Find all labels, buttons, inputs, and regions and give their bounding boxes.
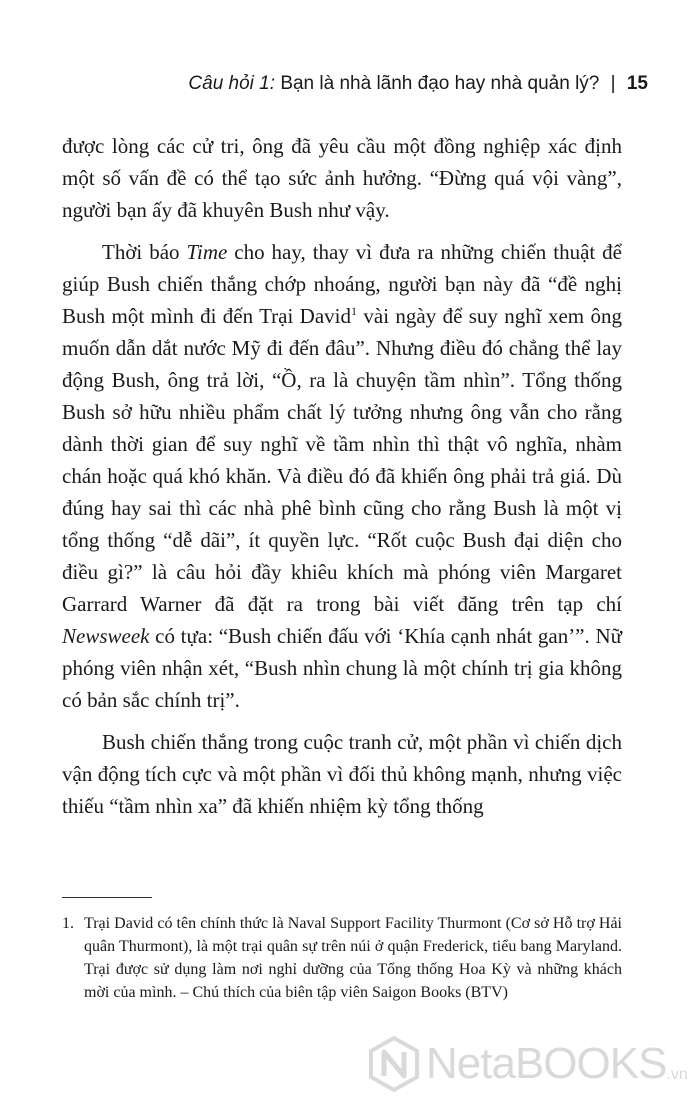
paragraph-3: Bush chiến thắng trong cuộc tranh cử, một phần vì chiến dịch vận động tích cực và một phần vì đối thủ không mạnh, nhưng việc thiếu “tầm nhìn xa” đã khiến nhiệm kỳ tổng thống bbox=[62, 730, 622, 818]
footnote-divider bbox=[62, 897, 152, 898]
paragraph-2-part-a: Thời báo bbox=[102, 240, 187, 264]
footnote-number: 1. bbox=[62, 915, 74, 932]
paragraph-2-part-c: vài ngày để suy nghĩ xem ông muốn dẫn dắt nước Mỹ đi đến đâu”. Nhưng điều đó chẳng thể lay động Bush, ông trả lời, “Ồ, ra là chuyện tầm nhìn”. Tổng thống Bush sở hữu nhiều phẩm chất lý tưởng nhưng ông vẫn cho rằng dành thời gian để suy nghĩ về tầm nhìn thì thật vô nghĩa, nhàm chán hoặc quá khó khăn. Và điều đó đã khiến ông phải trả giá. Dù đúng hay sai thì các nhà phê bình cũng cho rằng Bush là một vị tổng thống “dễ dãi”, ít quyền lực. “Rốt cuộc Bush đại diện cho điều gì?” là câu hỏi đầy khiêu khích mà phóng viên Margaret Garrard Warner đã đặt ra trong bài viết đăng trên tạp chí bbox=[62, 304, 622, 616]
watermark-brand: NetaBOOKS bbox=[426, 1039, 667, 1088]
watermark bbox=[368, 1036, 688, 1092]
netabooks-logo-icon bbox=[368, 1036, 420, 1092]
footnote-reference: 1 bbox=[351, 304, 358, 318]
paragraph-2-part-d: có tựa: “Bush chiến đấu với ‘Khía cạnh nhát gan’”. Nữ phóng viên nhận xét, “Bush nhìn chung là một chính trị gia không có bản sắc chính trị”. bbox=[62, 624, 622, 712]
running-header bbox=[188, 70, 648, 98]
paragraph-2-part-b: cho hay, thay vì đưa ra những chiến thuật để giúp Bush chiến thắng chớp nhoáng, người bạn này đã “đề nghị Bush một mình đi đến Trại David bbox=[62, 240, 622, 328]
time-magazine-name: Time bbox=[186, 240, 228, 264]
chapter-title: Bạn là nhà lãnh đạo hay nhà quản lý? bbox=[280, 73, 600, 94]
footnote-text: Trại David có tên chính thức là Naval Support Facility Thurmont (Cơ sở Hỗ trợ Hải quân Thurmont), là một trại quân sự trên núi ở quận Frederick, tiểu bang Maryland. Trại được sử dụng làm nơi nghỉ dưỡng của Tổng thống Hoa Kỳ và những khách mời của mình. – Chú thích của biên tập viên Saigon Books (BTV) bbox=[84, 915, 622, 1001]
footnote bbox=[62, 912, 622, 1004]
paragraph-2 bbox=[62, 236, 622, 716]
page-number: 15 bbox=[626, 73, 648, 94]
header-separator: | bbox=[610, 73, 616, 94]
body-text bbox=[62, 130, 622, 832]
watermark-suffix: .vn bbox=[666, 1066, 688, 1083]
chapter-label: Câu hỏi 1: bbox=[188, 73, 276, 94]
newsweek-magazine-name: Newsweek bbox=[62, 624, 150, 648]
paragraph-1: được lòng các cử tri, ông đã yêu cầu một đồng nghiệp xác định một số vấn đề có thể tạo sức ảnh hưởng. “Đừng quá vội vàng”, người bạn ấy đã khuyên Bush như vậy. bbox=[62, 134, 622, 222]
